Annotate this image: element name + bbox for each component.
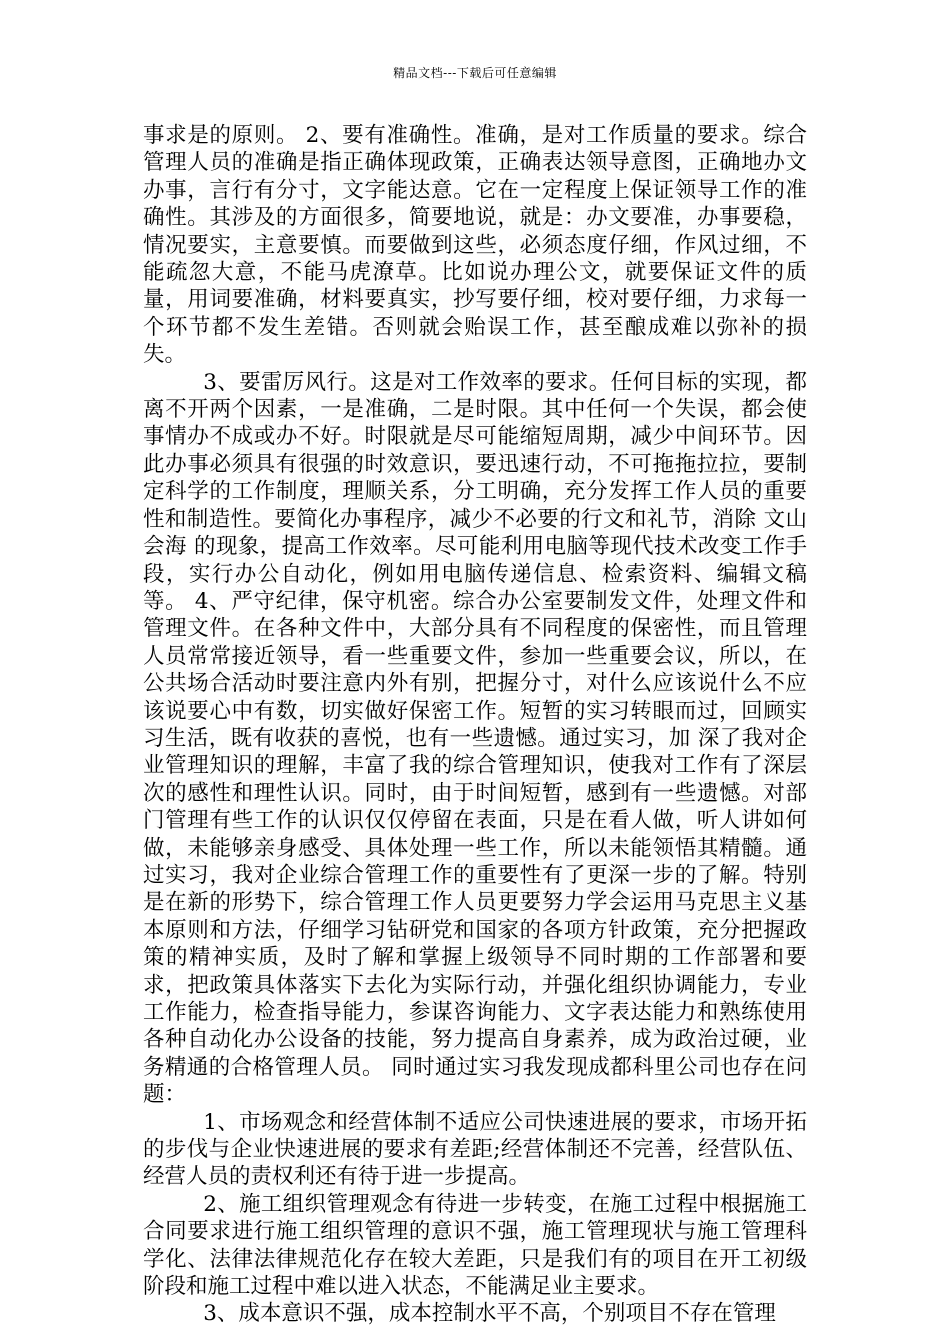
paragraph-3: 1、市场观念和经营体制不适应公司快速进展的要求，市场开拓的步伐与企业快速进展的要求有差距;经营体制还不完善，经营队伍、经营人员的责权利还有待于进一步提高。 — [143, 1109, 807, 1190]
paragraph-1: 事求是的原则。 2、要有准确性。准确，是对工作质量的要求。综合管理人员的准确是指正确体现政策，正确表达领导意图，正确地办文办事，言行有分寸，文字能达意。它在一定程度上保证领导工作的准确性。其涉及的方面很多，简要地说，就是：办文要准，办事要稳，情况要实，主意要慎。而要做到这些，必须态度仔细，作风过细，不能疏忽大意，不能马虎潦草。比如说办理公文，就要保证文件的质量，用词要准确，材料要真实，抄写要仔细，校对要仔细，力求每一个环节都不发生差错。否则就会贻误工作，甚至酿成难以弥补的损失。 — [143, 123, 807, 368]
paragraph-2: 3、要雷厉风行。这是对工作效率的要求。任何目标的实现，都离不开两个因素，一是准确，二是时限。其中任何一个失误，都会使事情办不成或办不好。时限就是尽可能缩短周期，减少中间环节。因此办事必须具有很强的时效意识，要迅速行动，不可拖拖拉拉，要制定科学的工作制度，理顺关系，分工明确，充分发挥工作人员的重要性和制造性。要简化办事程序，减少不必要的行文和礼节，消除 文山会海 的现象，提高工作效率。尽可能利用电脑等现代技术改变工作手段，实行办公自动化，例如用电脑传递信息、检索资料、编辑文稿等。 4、严守纪律，保守机密。综合办公室要制发文件，处理文件和管理文件。在各种文件中，大部分具有不同程度的保密性，而且管理人员常常接近领导，看一些重要文件，参加一些重要会议，所以，在公共场合活动时要注意内外有别，把握分寸，对什么应该说什么不应该说要心中有数，切实做好保密工作。短暂的实习转眼而过，回顾实习生活，既有收获的喜悦，也有一些遗憾。通过实习，加 深了我对企业管理知识的理解，丰富了我的综合管理知识，使我对工作有了深层次的感性和理性认识。同时，由于时间短暂，感到有一些遗憾。对部门管理有些工作的认识仅仅停留在表面，只是在看人做，听人讲如何做，未能够亲身感受、具体处理一些工作，所以未能领悟其精髓。通过实习，我对企业综合管理工作的重要性有了更深一步的了解。特别是在新的形势下，综合管理工作人员更要努力学会运用马克思主义基本原则和方法，仔细学习钻研党和国家的各项方针政策，充分把握政策的精神实质，及时了解和掌握上级领导不同时期的工作部署和要求，把政策具体落实下去化为实际行动，并强化组织协调能力，专业工作能力，检查指导能力，参谋咨询能力、文字表达能力和熟练使用各种自动化办公设备的技能，努力提高自身素养，成为政治过硬，业务精通的合格管理人员。 同时通过实习我发现成都科里公司也存在问题： — [143, 369, 807, 1108]
paragraph-5: 3、成本意识不强，成本控制水平不高，个别项目不存在管理 — [203, 1301, 776, 1327]
paragraph-4: 2、施工组织管理观念有待进一步转变，在施工过程中根据施工合同要求进行施工组织管理的意识不强，施工管理现状与施工管理科学化、法律法律规范化存在较大差距，只是我们有的项目在开工初级阶段和施工过程中难以进入状态，不能满足业主要求。 — [143, 1191, 807, 1300]
document-body — [143, 122, 807, 1328]
page-header: 精品文档---下载后可任意编辑 — [393, 66, 557, 80]
